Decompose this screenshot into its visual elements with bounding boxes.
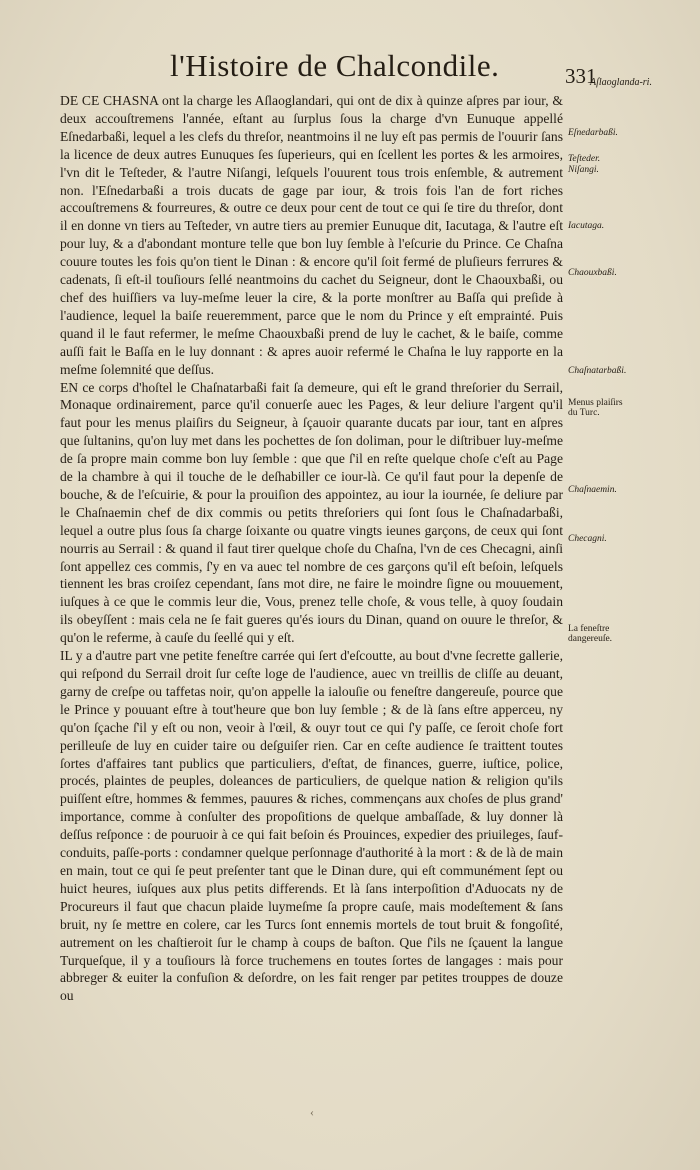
- main-text-block: [60, 92, 563, 1005]
- margin-note-testeder: Teſteder.: [568, 154, 601, 164]
- paragraph-3-text: y a d'autre part vne petite feneſtre carrée qui ſert d'eſcoutte, au bout d'vne ſecrette gallerie, qui reſpond du Serrail droit ſur ceſte loge de l'audience, auec vn treillis de cliſſe au deuant, garny de creſpe ou taffetas noir, qu'on appelle la ialouſie ou feneſtre dangereuſe, pource que le Prince y pouuant eſtre à tout'heure que bon luy ſemble ; & de là ſans eſtre apperceu, ny qu'on ſçache ſ'il y eſt ou non, veoir à l'œil, & ouyr tout ce qui ſ'y paſſe, ce ſeroit choſe fort perilleuſe de luy en cuider taire ou deſguiſer rien. Car en ceſte audience ſe traittent toutes ſortes d'affaires tant publics que particuliers, d'eſtat, de finances, guerre, iuſtice, police, procés, plaintes de peuples, doleances de particuliers, de quelque nation & religion qu'ils puiſſent eſtre, hommes & femmes, pauures & riches, commençans aux choſes de plus grand' importance, comme à conſulter des propoſitions de quelque ambaſſade, & luy donner là deſſus reſponce : de pouruoir à ce qui fait beſoin és Prouinces, expedier des priuileges, ſauf-conduits, paſſe-ports : condamner quelque perſonnage d'authorité à la mort : & de là de main en main, tout ce qui ſe peut preſenter tant que le Dinan dure, qui eſt communément ſept ou huict heures, iuſques aux plus petits differends. Et là ſans interpoſition d'Aduocats ny de Procureurs il faut que chacun plaide luymeſme ſa propre cauſe, mais modeſtement & ſans bruit, ny ſe mettre en colere, car les Turcs ſont ennemis mortels de tout bruit & fongoſité, autrement on les chaſtieroit ſur le champ à coups de baſton. Que ſ'ils ne ſçauent la langue Turqueſque, il y a touſiours là force truchemens en toutes ſortes de langages : mais pour abbreger & euiter la confuſion & deſordre, on les fait renger par petites trouppes de douze ou: [60, 648, 563, 1004]
- stray-ink-mark: ‹: [310, 1105, 314, 1119]
- paragraph-1-text: ont la charge les Aſlaoglandari, qui ont de dix à quinze aſpres par iour, & deux accouſtremens l'année, eſtant au ſurplus ſous la charge d'vn Eunuque appellé Eſnedarbaßi, lequel a les clefs du threſor, neantmoins il ne luy eſt pas permis de l'ouurir ſans la licence de deux autres Eunuques ſes ſuperieurs, qui en ſcellent les portes & les armoires, l'vn dit le Teſteder, & l'autre Niſangi, leſquels l'ouurent tous trois enſemble, & autrement non. l'Eſnedarbaßi a trois ducats de gage par iour, & trois fois l'an de fort riches accouſtremens & fourreures, & outre ce deux pour cent de tout ce qui ſe tire du threſor, dont il en donne vn tiers au Teſteder, vn autre tiers au premier Eunuque dit, Iacutaga, & l'autre eſt pour luy, & a d'abondant monture telle que bon luy ſemble à l'eſcurie du Prince. Ce Chaſna couure toutes les fois qu'on tient le Dinan : & encore qu'il ſoit fermé de pluſieurs ferrures & cadenats, ſi eſt-il touſiours ſellé neantmoins du cachet du Seigneur, dont le Chaouxbaßi, ou chef des huiſſiers va luy-meſme leuer la cire, & la porte monſtrer au Baſſa qui preſide à l'audience, lequel la baiſe reueremment, parce que le nom du Prince y eſt emprainté. Puis quand il le faut refermer, le meſme Chaouxbaßi prend de luy le cachet, & le baiſe, comme auſſi fait le Baſſa en le luy donnant : & apres auoir refermé le Chaſna le luy rapporte en la meſme ſolemnité que deſſus.: [60, 93, 564, 377]
- margin-note-fenestre-dangereuse: La feneſtre dangereuſe.: [568, 624, 613, 644]
- paragraph-3: [60, 647, 563, 1005]
- margin-note-chasnaemin: Chaſnaemin.: [568, 485, 617, 495]
- margin-note-nisangi: Niſangi.: [568, 165, 599, 175]
- margin-note-chaouxbassi: Chaouxbaßi.: [568, 268, 617, 278]
- margin-note-iacutaga: Iacutaga.: [568, 221, 605, 231]
- paragraph-1: [60, 92, 563, 379]
- paragraph-1-lead: DE CE CHASNA: [60, 93, 159, 108]
- margin-note-esnedarbassi: Eſnedarbaßi.: [568, 128, 618, 138]
- margin-note-chasnatarbassi: Chaſnatarbaßi.: [568, 366, 627, 376]
- paragraph-2-text: ce corps d'hoſtel le Chaſnatarbaßi fait ſa demeure, qui eſt le grand threſorier du Serrail, Monaque ordinairement, parce qu'il conuerſe auec les Pages, & leur deliure l'argent qu'il faut pour les menus plaiſirs du Seigneur, à ſçauoir quarante ducats par iour, tant en aſpres que ſultanins, qu'on luy met dans les pochettes de ſon doliman, pour le diſtribuer luy-meſme de ſa propre main comme bon luy ſemble : que que ſ'il en reſte quelque choſe c'eſt au Page de la chambre à qui il touche de le deſhabiller ce iour-là. Ce qu'il faut pour la depenſe de bouche, & de l'eſcuirie, & pour la prouiſion des appointez, au iour la iournée, ſe deliure par le Chaſnaemin chef de dix commis ou petits threſoriers qui ſont ſous le Chaſnadarbaßi, lequel a outre plus ſous ſa charge ſoixante ou quatre vingts ieunes garçons, de ceux qui ſont nourris au Serrail : & quand il faut tirer quelque choſe du Chaſna, l'vn de ces Checagni, ainſi ſont appellez ces commis, ſ'y en va auec tel nombre de ces garçons qu'il eſt beſoin, leſquels tiennent les bras croiſez cependant, ſans mot dire, ne faire le moindre ſigne ou mouuement, iuſques à ce que le commis leur die, Vous, prenez telle choſe, & vous telle, à quoy ſoudain ils obeyſſent : mais cela ne ſe fait gueres qu'és iours du Dinan, quand on ouure le threſor, & qu'on le referme, à cauſe du ſeellé qui y eſt.: [60, 379, 563, 646]
- page-header: [0, 44, 700, 88]
- margin-note-checagni: Checagni.: [568, 534, 607, 544]
- paragraph-2: [60, 379, 563, 648]
- header-margin-gloss: Aſlaoglanda-ri.: [590, 77, 652, 88]
- page-number: 331: [565, 64, 597, 88]
- running-title: l'Histoire de Chalcondile.: [170, 48, 500, 83]
- margin-note-menus-plaisirs: Menus plaiſirs du Turc.: [568, 398, 623, 418]
- paragraph-3-lead: IL: [60, 648, 73, 664]
- paragraph-2-lead: EN: [60, 379, 79, 395]
